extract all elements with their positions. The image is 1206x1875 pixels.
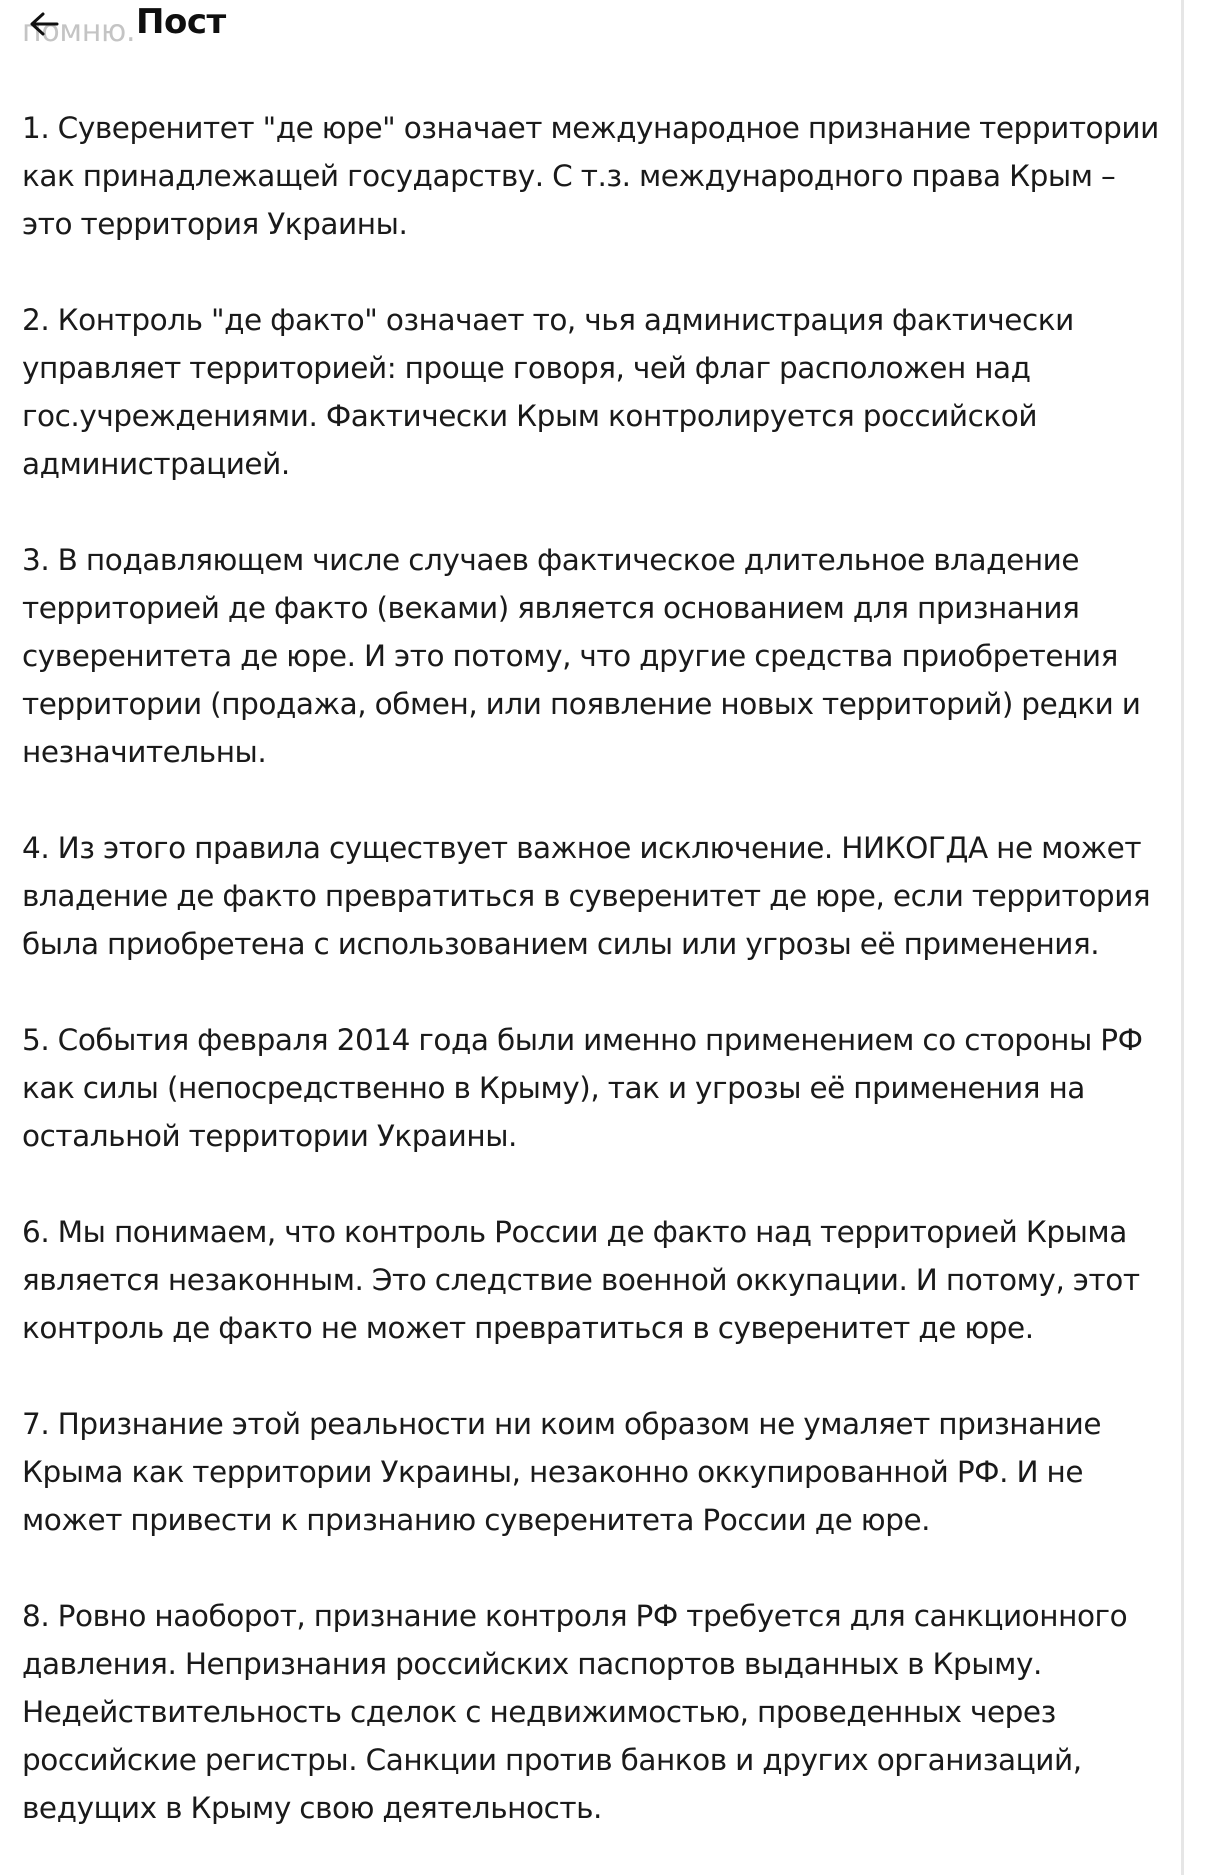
post-paragraph-6: 6. Мы понимаем, что контроль России де факто над территорией Крыма является незаконным. Это следствие военной оккупации. И потому, этот контроль де факто не может превратиться в суверенитет де юре. [22,1215,1140,1345]
top-header [0,0,1180,48]
arrow-left-icon [29,11,59,37]
post-paragraph-5: 5. События февраля 2014 года были именно применением со стороны РФ как силы (непосредственно в Крыму), так и угрозы её применения на остальной территории Украины. [22,1023,1143,1153]
post-paragraph-2: 2. Контроль "де факто" означает то, чья администрация фактически управляет территорией: проще говоря, чей флаг расположен над гос.учреждениями. Фактически Крым контролируется российской администрацией. [22,303,1074,481]
back-button[interactable] [24,4,64,44]
post-paragraph-7: 7. Признание этой реальности ни коим образом не умаляет признание Крыма как территории Украины, незаконно оккупированной РФ. И не может привести к признанию суверенитета России де юре. [22,1407,1102,1537]
right-divider [1181,0,1184,1875]
post-paragraph-1: 1. Суверенитет "де юре" означает международное признание территории как принадлежащей государству. С т.з. международного права Крым – это территория Украины. [22,111,1159,241]
post-paragraph-8: 8. Ровно наоборот, признание контроля РФ требуется для санкционного давления. Непризнания российских паспортов выданных в Крыму. Недействительность сделок с недвижимостью, проведенных через российские регистры. Санкции против банков и других организаций, ведущих в Крыму свою деятельность. [22,1599,1128,1825]
scrolled-text-remnant: помню. [22,14,136,49]
page-title: Пост [136,2,226,42]
post-paragraph-4: 4. Из этого правила существует важное исключение. НИКОГДА не может владение де факто превратиться в суверенитет де юре, если территория была приобретена с использованием силы или угрозы её применения. [22,831,1151,961]
post-body [22,104,1172,1875]
post-paragraph-3: 3. В подавляющем числе случаев фактическое длительное владение территорией де факто (веками) является основанием для признания суверенитета де юре. И это потому, что другие средства приобретения территории (продажа, обмен, или появление новых территорий) редки и незначительны. [22,543,1141,769]
